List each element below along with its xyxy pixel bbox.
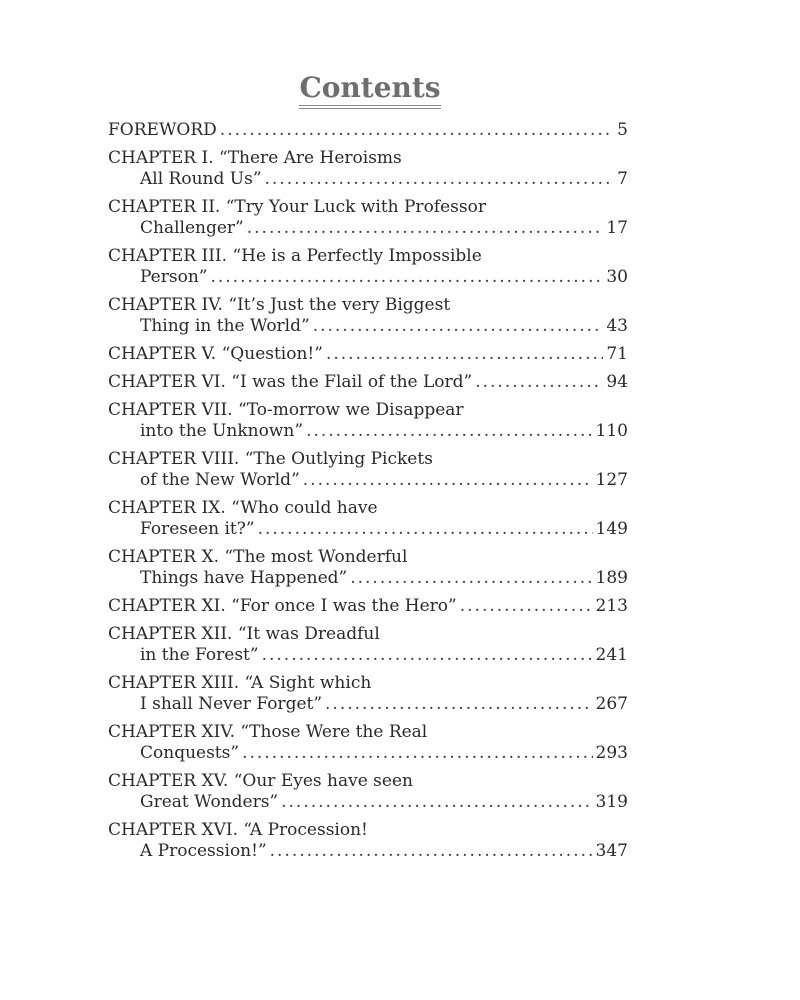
entry-title: CHAPTER XIII. “A Sight which [108,673,372,693]
entry-title: CHAPTER I. “There Are Heroisms [108,148,402,168]
toc-entry-chapter-3[interactable] [108,246,628,288]
page-number: 127 [595,470,628,490]
toc-entry-chapter-16[interactable] [108,820,628,862]
leader-dots [270,841,593,862]
toc-entry-chapter-11[interactable] [108,596,628,617]
page-number: 213 [595,596,628,616]
entry-title-continued: Foreseen it?” [140,519,255,539]
page-number: 71 [606,344,628,364]
leader-dots [303,470,593,491]
page-number: 293 [595,743,628,763]
entry-title: FOREWORD [108,120,217,140]
toc-entry-chapter-6[interactable] [108,372,628,393]
toc-entry-chapter-15[interactable] [108,771,628,813]
entry-title-continued: All Round Us” [140,169,262,189]
leader-dots [313,316,604,337]
entry-title: CHAPTER XI. “For once I was the Hero” [108,596,457,616]
entry-title: CHAPTER X. “The most Wonderful [108,547,408,567]
entry-title-continued: into the Unknown” [140,421,304,441]
entry-title: CHAPTER XII. “It was Dreadful [108,624,380,644]
leader-dots [350,568,592,589]
page-number: 267 [595,694,628,714]
entry-title: CHAPTER IX. “Who could have [108,498,378,518]
entry-title: CHAPTER VI. “I was the Flail of the Lord” [108,372,473,392]
page-number: 241 [595,645,628,665]
leader-dots [460,596,593,617]
entry-title-continued: in the Forest” [140,645,259,665]
leader-dots [325,694,593,715]
leader-dots [326,344,603,365]
page-number: 189 [595,568,628,588]
toc-entry-chapter-1[interactable] [108,148,628,190]
entry-title-continued: of the New World” [140,470,300,490]
leader-dots [242,743,592,764]
toc-entry-chapter-5[interactable] [108,344,628,365]
entry-title: CHAPTER IV. “It’s Just the very Biggest [108,295,451,315]
page-number: 43 [606,316,628,336]
leader-dots [265,169,615,190]
entry-title: CHAPTER XV. “Our Eyes have seen [108,771,413,791]
entry-title: CHAPTER VIII. “The Outlying Pickets [108,449,433,469]
page-number: 17 [606,218,628,238]
table-of-contents [108,120,628,869]
entry-title-continued: I shall Never Forget” [140,694,323,714]
entry-title: CHAPTER V. “Question!” [108,344,323,364]
page-title-container [0,70,740,109]
toc-entry-chapter-13[interactable] [108,673,628,715]
leader-dots [220,120,614,141]
page-title: Contents [299,71,440,109]
entry-title: CHAPTER III. “He is a Perfectly Impossible [108,246,482,266]
entry-title: CHAPTER II. “Try Your Luck with Professor [108,197,486,217]
toc-entry-chapter-9[interactable] [108,498,628,540]
entry-title: CHAPTER VII. “To-morrow we Disappear [108,400,464,420]
toc-entry-chapter-7[interactable] [108,400,628,442]
leader-dots [262,645,593,666]
page-number: 347 [595,841,628,861]
toc-entry-chapter-14[interactable] [108,722,628,764]
page-number: 30 [606,267,628,287]
page-number: 149 [595,519,628,539]
page-number: 94 [606,372,628,392]
leader-dots [281,792,592,813]
entry-title-continued: Challenger” [140,218,244,238]
leader-dots [306,421,592,442]
toc-entry-chapter-2[interactable] [108,197,628,239]
page-number: 5 [617,120,628,140]
toc-entry-foreword[interactable] [108,120,628,141]
entry-title-continued: Conquests” [140,743,240,763]
page-number: 319 [595,792,628,812]
page-number: 110 [595,421,628,441]
toc-entry-chapter-10[interactable] [108,547,628,589]
entry-title: CHAPTER XIV. “Those Were the Real [108,722,428,742]
entry-title: CHAPTER XVI. “A Procession! [108,820,368,840]
entry-title-continued: Thing in the World” [140,316,310,336]
toc-entry-chapter-8[interactable] [108,449,628,491]
entry-title-continued: Things have Happened” [140,568,348,588]
leader-dots [475,372,603,393]
toc-entry-chapter-12[interactable] [108,624,628,666]
page-number: 7 [617,169,628,189]
leader-dots [247,218,604,239]
entry-title-continued: Person” [140,267,208,287]
leader-dots [210,267,603,288]
leader-dots [258,519,593,540]
entry-title-continued: Great Wonders” [140,792,279,812]
toc-entry-chapter-4[interactable] [108,295,628,337]
entry-title-continued: A Procession!” [140,841,267,861]
